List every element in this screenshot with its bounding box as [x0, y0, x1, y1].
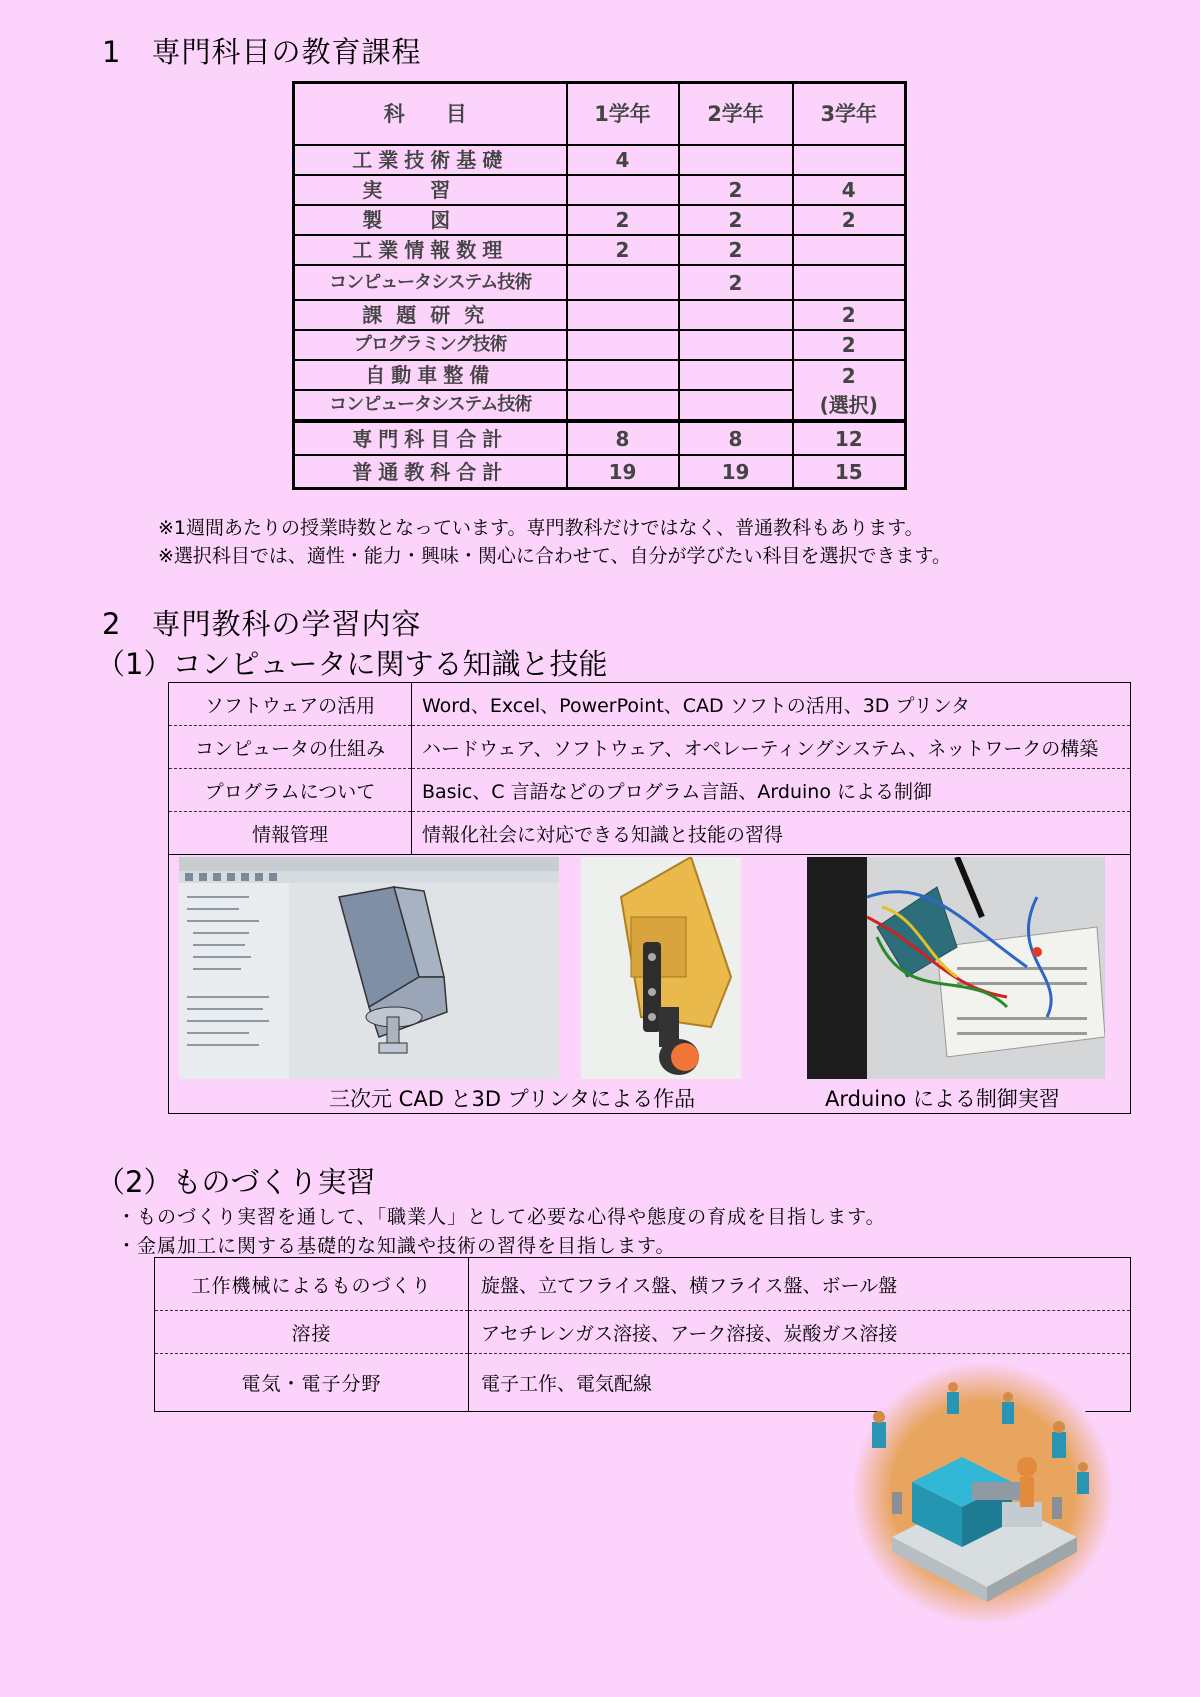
table-row — [155, 1311, 1131, 1354]
row-key: コンピュータの仕組み — [169, 726, 412, 769]
table-row — [294, 265, 906, 300]
subject-cell: 製図 — [294, 205, 567, 235]
row-key: 情報管理 — [169, 812, 412, 855]
header-year2: 2学年 — [679, 83, 793, 146]
subject-cell: 工業技術基礎 — [294, 145, 567, 175]
subsection1-heading: （1）コンピュータに関する知識と技能 — [96, 647, 608, 681]
table-row — [294, 330, 906, 360]
table-row — [294, 175, 906, 205]
curriculum-header-row — [294, 83, 906, 146]
year1-cell: 2 — [567, 205, 679, 235]
note-2: ※選択科目では、適性・能力・興味・関心に合わせて、自分が学びたい科目を選択できます。 — [158, 545, 952, 567]
row-key: 工作機械によるものづくり — [155, 1258, 469, 1311]
year3-cell — [793, 235, 906, 265]
total-label: 普通教科合計 — [294, 455, 567, 489]
bullet-2: ・金属加工に関する基礎的な知識や技術の習得を目指します。 — [117, 1235, 676, 1257]
subject-cell: コンピュータシステム技術 — [294, 390, 567, 421]
subject-cell: プログラミング技術 — [294, 330, 567, 360]
year1-cell: 8 — [567, 421, 679, 455]
year3-cell: 2 — [793, 360, 906, 390]
year1-cell — [567, 300, 679, 330]
total-row — [294, 455, 906, 489]
subject-cell: 工業情報数理 — [294, 235, 567, 265]
year2-cell — [679, 330, 793, 360]
table-row — [169, 769, 1130, 812]
table-row — [155, 1258, 1131, 1311]
row-key: 溶接 — [155, 1311, 469, 1354]
subject-cell: 自動車整備 — [294, 360, 567, 390]
year1-cell — [567, 390, 679, 421]
table-row — [294, 360, 906, 390]
year1-cell: 2 — [567, 235, 679, 265]
year2-cell — [679, 390, 793, 421]
photo-area — [169, 855, 1130, 1113]
year2-cell — [679, 300, 793, 330]
header-year1: 1学年 — [567, 83, 679, 146]
row-key: 電気・電子分野 — [155, 1354, 469, 1412]
table-row — [169, 812, 1130, 855]
row-value: 電子工作、電気配線 — [481, 1373, 653, 1395]
caption-cad: 三次元 CAD と3D プリンタによる作品 — [329, 1087, 696, 1111]
row-key: ソフトウェアの活用 — [169, 683, 412, 726]
factory-illustration — [852, 1362, 1114, 1624]
year3-cell — [793, 145, 906, 175]
row-value: Basic、C 言語などのプログラム言語、Arduino による制御 — [412, 769, 1131, 812]
subject-cell: 実習 — [294, 175, 567, 205]
note-1: ※1週間あたりの授業時数となっています。専門教科だけではなく、普通教科もあります。 — [158, 517, 924, 539]
header-subject: 科 目 — [294, 83, 567, 146]
year2-cell: 19 — [679, 455, 793, 489]
year2-cell: 2 — [679, 175, 793, 205]
year2-cell: 2 — [679, 205, 793, 235]
year1-cell — [567, 360, 679, 390]
computer-skills-panel — [168, 682, 1131, 1114]
subject-cell: コンピュータシステム技術 — [294, 265, 567, 300]
year3-cell: 2 — [793, 300, 906, 330]
year3-cell: 12 — [793, 421, 906, 455]
row-value: アセチレンガス溶接、アーク溶接、炭酸ガス溶接 — [469, 1311, 1131, 1354]
year3-cell: 2 — [793, 205, 906, 235]
table-row — [169, 683, 1130, 726]
3d-print-photo — [581, 857, 741, 1079]
year2-cell: 2 — [679, 235, 793, 265]
year3-cell: 15 — [793, 455, 906, 489]
table-row — [294, 145, 906, 175]
curriculum-table — [292, 81, 907, 490]
cad-photo — [179, 857, 559, 1079]
year1-cell: 4 — [567, 145, 679, 175]
row-value: 旋盤、立てフライス盤、横フライス盤、ボール盤 — [469, 1258, 1131, 1311]
year1-cell — [567, 265, 679, 300]
table-row — [294, 235, 906, 265]
computer-table — [169, 683, 1130, 855]
table-row — [294, 300, 906, 330]
total-label: 専門科目合計 — [294, 421, 567, 455]
row-value: 情報化社会に対応できる知識と技能の習得 — [412, 812, 1131, 855]
year1-cell — [567, 330, 679, 360]
section1-heading: 1 専門科目の教育課程 — [102, 35, 422, 69]
arduino-photo — [807, 857, 1105, 1079]
table-row — [294, 205, 906, 235]
year3-cell: 4 — [793, 175, 906, 205]
year3-cell — [793, 265, 906, 300]
total-row — [294, 421, 906, 455]
row-value: Word、Excel、PowerPoint、CAD ソフトの活用、3D プリンタ — [412, 683, 1131, 726]
subject-cell: 課題研究 — [294, 300, 567, 330]
header-year3: 3学年 — [793, 83, 906, 146]
bullet-1: ・ものづくり実習を通して、「職業人」として必要な心得や態度の育成を目指します。 — [117, 1206, 886, 1228]
row-key: プログラムについて — [169, 769, 412, 812]
caption-arduino: Arduino による制御実習 — [825, 1087, 1060, 1111]
year3-cell: 2 — [793, 330, 906, 360]
table-row — [294, 390, 906, 421]
year2-cell: 2 — [679, 265, 793, 300]
section2-heading: 2 専門教科の学習内容 — [102, 607, 422, 641]
year2-cell — [679, 360, 793, 390]
year1-cell — [567, 175, 679, 205]
subsection2-heading: （2）ものづくり実習 — [96, 1165, 376, 1199]
year2-cell: 8 — [679, 421, 793, 455]
row-value: ハードウェア、ソフトウェア、オペレーティングシステム、ネットワークの構築 — [412, 726, 1131, 769]
year1-cell: 19 — [567, 455, 679, 489]
year3-cell: (選択) — [793, 390, 906, 421]
table-row — [169, 726, 1130, 769]
year2-cell — [679, 145, 793, 175]
